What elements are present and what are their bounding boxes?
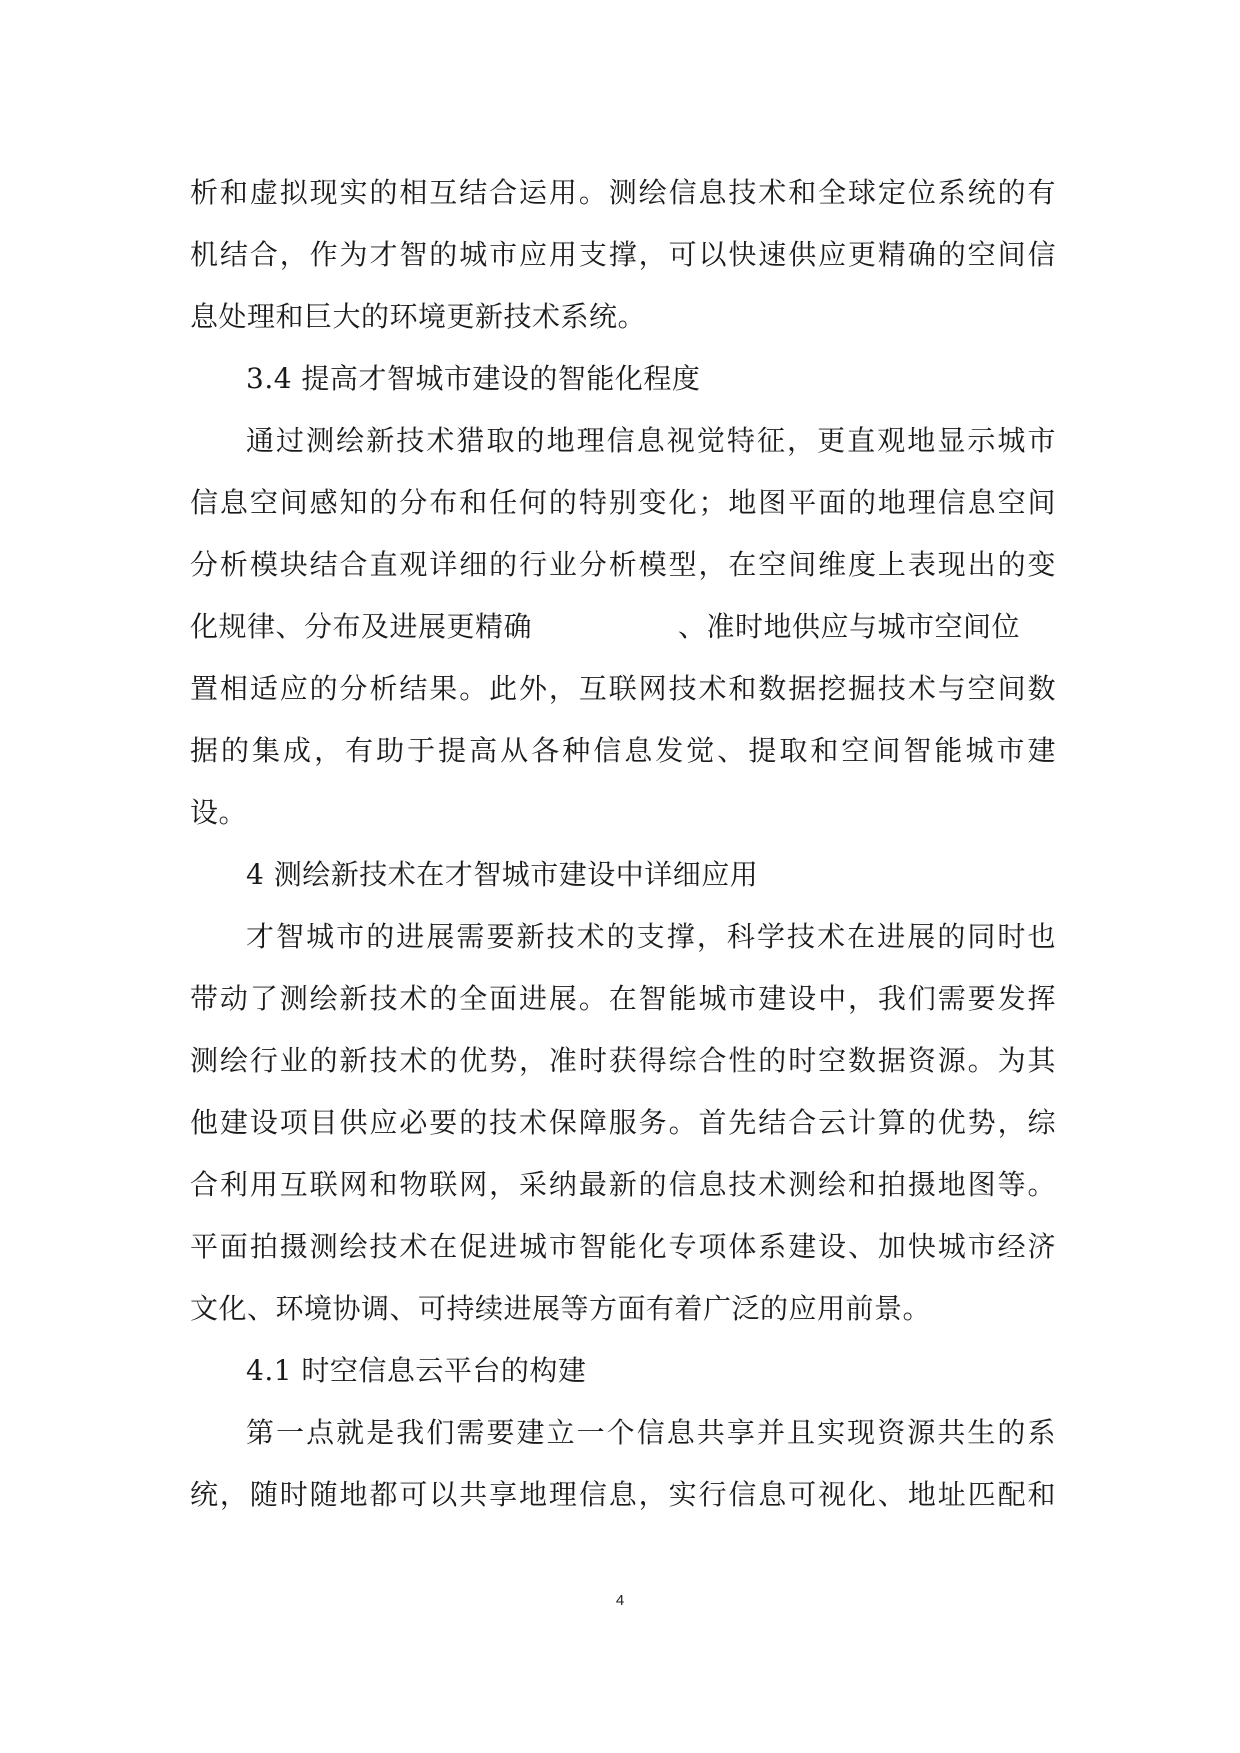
page-number: 4 — [615, 1592, 625, 1609]
text-line: 通过测绘新技术猎取的地理信息视觉特征，更直观地显示城市 — [246, 424, 1056, 457]
paragraph-4-body — [190, 906, 1056, 1340]
text-segment: 、准时地供应与城市空间位 — [678, 610, 1021, 643]
text-line: 第一点就是我们需要建立一个信息共享并且实现资源共生的系 — [246, 1416, 1056, 1449]
paragraph-3-4-body — [190, 410, 1056, 844]
paragraph-continuation — [190, 162, 1056, 348]
text-line: 才智城市的进展需要新技术的支撑，科学技术在进展的同时也 — [246, 920, 1056, 953]
text-segment: 化规律、分布及进展更精确 — [190, 610, 533, 643]
text-line: 信息空间感知的分布和任何的特别变化；地图平面的地理信息空间 — [190, 486, 1056, 519]
text-line: 据的集成，有助于提高从各种信息发觉、提取和空间智能城市建 — [190, 734, 1056, 767]
text-line: 平面拍摄测绘技术在促进城市智能化专项体系建设、加快城市经济 — [190, 1230, 1056, 1263]
page-content — [190, 162, 1056, 1526]
text-line: 他建设项目供应必要的技术保障服务。首先结合云计算的优势，综 — [190, 1106, 1056, 1139]
text-line: 带动了测绘新技术的全面进展。在智能城市建设中，我们需要发挥 — [190, 982, 1056, 1015]
paragraph-4-1-body — [190, 1402, 1056, 1526]
text-line: 析和虚拟现实的相互结合运用。测绘信息技术和全球定位系统的有 — [190, 176, 1056, 209]
section-heading-3-4: 3.4 提高才智城市建设的智能化程度 — [246, 362, 701, 395]
text-line: 设。 — [190, 796, 248, 829]
section-heading-4: 4 测绘新技术在才智城市建设中详细应用 — [246, 858, 759, 891]
text-line: 合利用互联网和物联网，采纳最新的信息技术测绘和拍摄地图等。 — [190, 1168, 1056, 1201]
text-line: 统，随时随地都可以共享地理信息，实行信息可视化、地址匹配和 — [190, 1478, 1056, 1511]
text-line: 机结合，作为才智的城市应用支撑，可以快速供应更精确的空间信 — [190, 238, 1056, 271]
text-line: 文化、环境协调、可持续进展等方面有着广泛的应用前景。 — [190, 1292, 932, 1325]
text-line: 置相适应的分析结果。此外，互联网技术和数据挖掘技术与空间数 — [190, 672, 1056, 705]
text-line: 测绘行业的新技术的优势，准时获得综合性的时空数据资源。为其 — [190, 1044, 1056, 1077]
section-heading-4-1: 4.1 时空信息云平台的构建 — [246, 1354, 587, 1387]
text-line: 分析模块结合直观详细的行业分析模型，在空间维度上表现出的变 — [190, 548, 1056, 581]
text-line-with-gap — [190, 596, 1056, 658]
text-line: 息处理和巨大的环境更新技术系统。 — [190, 300, 647, 333]
